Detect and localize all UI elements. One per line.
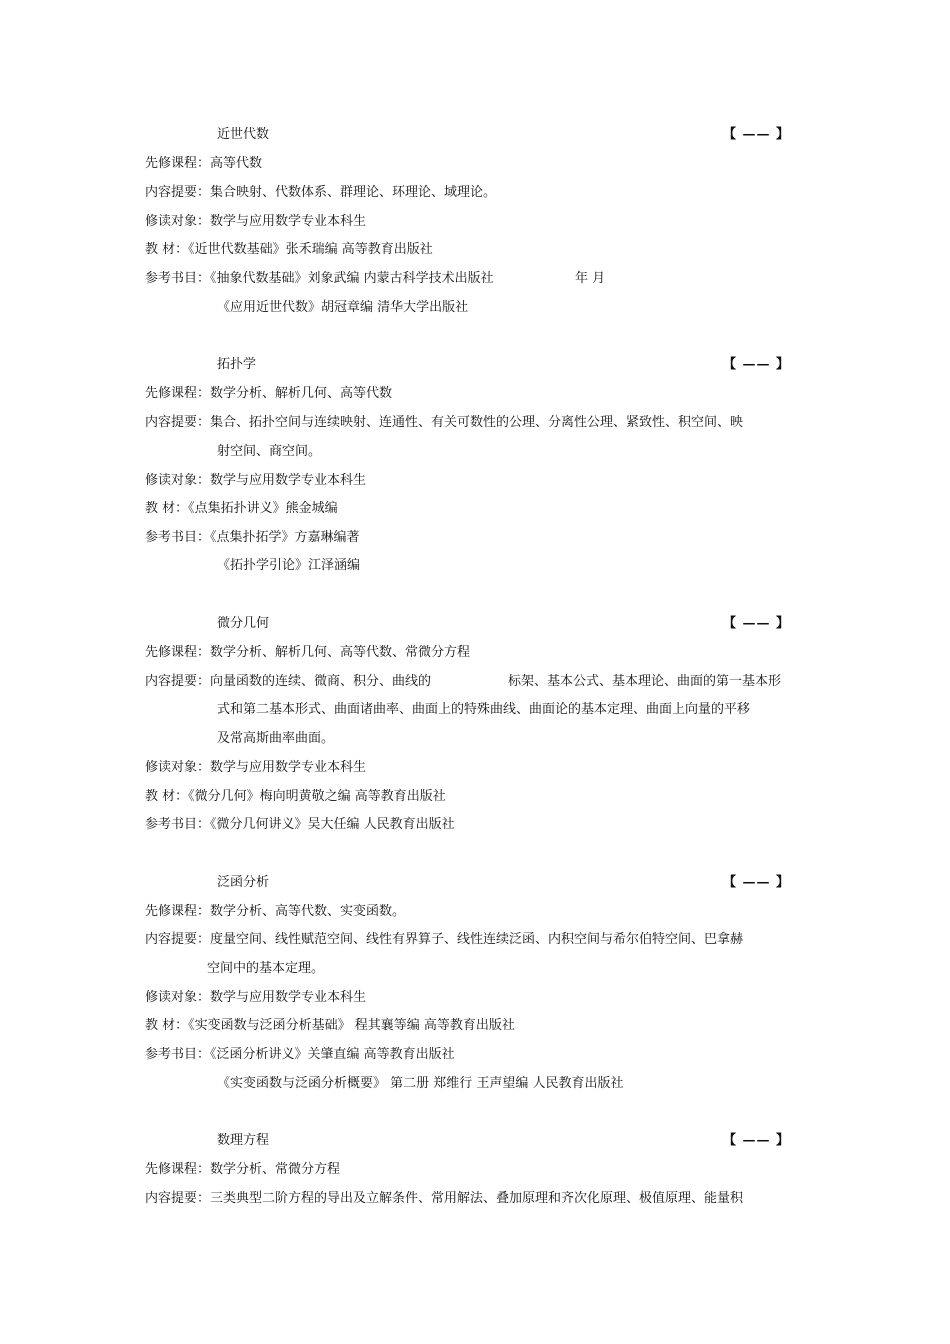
audience-row	[145, 990, 366, 1006]
course-code-bracket: 【 —— 】	[723, 357, 791, 372]
refs-label: 参考书目：	[145, 530, 211, 545]
prereq-value: 数学分析、高等代数、实变函数。	[210, 904, 406, 919]
audience-value: 数学与应用数学专业本科生	[210, 760, 367, 775]
summary-row	[145, 415, 743, 431]
textbook-value: 《近世代数基础》张禾瑞编 高等教育出版社	[188, 242, 433, 257]
refs-row	[145, 271, 494, 287]
refs-value: 《实变函数与泛函分析概要》 第二册 郑维行 王声望编 人民教育出版社	[217, 1076, 624, 1091]
textbook-row	[145, 501, 338, 517]
textbook-row	[145, 242, 433, 258]
summary-value: 向量函数的连续、微商、积分、曲线的	[210, 674, 432, 689]
textbook-value: 《实变函数与泛函分析基础》 程其襄等编 高等教育出版社	[188, 1018, 515, 1033]
prereq-value: 数学分析、解析几何、高等代数、常微分方程	[210, 645, 471, 660]
summary-continuation: 射空间、商空间。	[217, 444, 322, 459]
course-code-bracket: 【 —— 】	[723, 616, 791, 631]
prereq-label: 先修课程：	[145, 645, 211, 660]
summary-continuation: 空间中的基本定理。	[207, 961, 325, 976]
prereq-label: 先修课程：	[145, 386, 211, 401]
summary-continuation: 式和第二基本形式、曲面诸曲率、曲面上的特殊曲线、曲面论的基本定理、曲面上向量的平移	[217, 702, 751, 717]
course-code-bracket: 【 —— 】	[723, 127, 791, 142]
summary-label: 内容提要：	[145, 674, 211, 689]
course-code-bracket: 【 —— 】	[723, 875, 791, 890]
refs-value: 《点集扑拓学》方嘉琳编著	[210, 530, 360, 545]
course-title: 微分几何	[217, 616, 270, 631]
prereq-value: 高等代数	[210, 156, 263, 171]
course-title: 拓扑学	[217, 357, 257, 372]
audience-value: 数学与应用数学专业本科生	[210, 214, 367, 229]
summary-row	[145, 1191, 743, 1207]
summary-label: 内容提要：	[145, 932, 211, 947]
prereq-row	[145, 156, 262, 172]
audience-label: 修读对象：	[145, 990, 211, 1005]
refs-label: 参考书目：	[145, 271, 211, 286]
refs-value: 《应用近世代数》胡冠章编 清华大学出版社	[217, 300, 469, 315]
prereq-row	[145, 386, 392, 402]
refs-row	[145, 530, 360, 546]
course-code-bracket: 【 —— 】	[723, 1133, 791, 1148]
prereq-label: 先修课程：	[145, 1162, 211, 1177]
summary-label: 内容提要：	[145, 1191, 211, 1206]
refs-label: 参考书目：	[145, 817, 211, 832]
textbook-label: 教 材：	[145, 242, 189, 257]
audience-label: 修读对象：	[145, 473, 211, 488]
prereq-value: 数学分析、常微分方程	[210, 1162, 341, 1177]
prereq-label: 先修课程：	[145, 904, 211, 919]
refs-row	[145, 1047, 455, 1063]
textbook-label: 教 材：	[145, 789, 189, 804]
audience-value: 数学与应用数学专业本科生	[210, 990, 367, 1005]
prereq-value: 数学分析、解析几何、高等代数	[210, 386, 393, 401]
audience-value: 数学与应用数学专业本科生	[210, 473, 367, 488]
textbook-value: 《点集拓扑讲义》熊金城编	[188, 501, 338, 516]
audience-row	[145, 214, 366, 230]
course-title: 近世代数	[217, 127, 270, 142]
textbook-label: 教 材：	[145, 501, 189, 516]
audience-row	[145, 760, 366, 776]
summary-label: 内容提要：	[145, 185, 211, 200]
prereq-row	[145, 904, 405, 920]
summary-label: 内容提要：	[145, 415, 211, 430]
refs-value: 《拓扑学引论》江泽涵编	[217, 558, 361, 573]
prereq-row	[145, 1162, 340, 1178]
audience-row	[145, 473, 366, 489]
summary-value: 集合、拓扑空间与连续映射、连通性、有关可数性的公理、分离性公理、紧致性、积空间、映	[210, 415, 744, 430]
summary-row	[145, 185, 496, 201]
refs-date: 年 月	[575, 271, 606, 286]
summary-continuation: 及常高斯曲率曲面。	[217, 731, 335, 746]
summary-value: 集合映射、代数体系、群理论、环理论、域理论。	[210, 185, 497, 200]
summary-row	[145, 932, 743, 948]
textbook-label: 教 材：	[145, 1018, 189, 1033]
summary-value: 度量空间、线性赋范空间、线性有界算子、线性连续泛函、内积空间与希尔伯特空间、巴拿赫	[210, 932, 744, 947]
course-title: 泛函分析	[217, 875, 270, 890]
textbook-row	[145, 1018, 515, 1034]
summary-row	[145, 674, 431, 690]
audience-label: 修读对象：	[145, 760, 211, 775]
course-title: 数理方程	[217, 1133, 270, 1148]
refs-row	[145, 817, 455, 833]
prereq-label: 先修课程：	[145, 156, 211, 171]
audience-label: 修读对象：	[145, 214, 211, 229]
textbook-value: 《微分几何》梅向明黄敬之编 高等教育出版社	[188, 789, 446, 804]
refs-value: 《泛函分析讲义》关肇直编 高等教育出版社	[210, 1047, 455, 1062]
refs-value: 《微分几何讲义》吴大任编 人民教育出版社	[210, 817, 455, 832]
prereq-row	[145, 645, 470, 661]
refs-value: 《抽象代数基础》刘象武编 内蒙古科学技术出版社	[210, 271, 494, 286]
summary-value: 标架、基本公式、基本理论、曲面的第一基本形	[508, 674, 782, 689]
textbook-row	[145, 789, 446, 805]
summary-value: 三类典型二阶方程的导出及立解条件、常用解法、叠加原理和齐次化原理、极值原理、能量积	[210, 1191, 744, 1206]
refs-label: 参考书目：	[145, 1047, 211, 1062]
